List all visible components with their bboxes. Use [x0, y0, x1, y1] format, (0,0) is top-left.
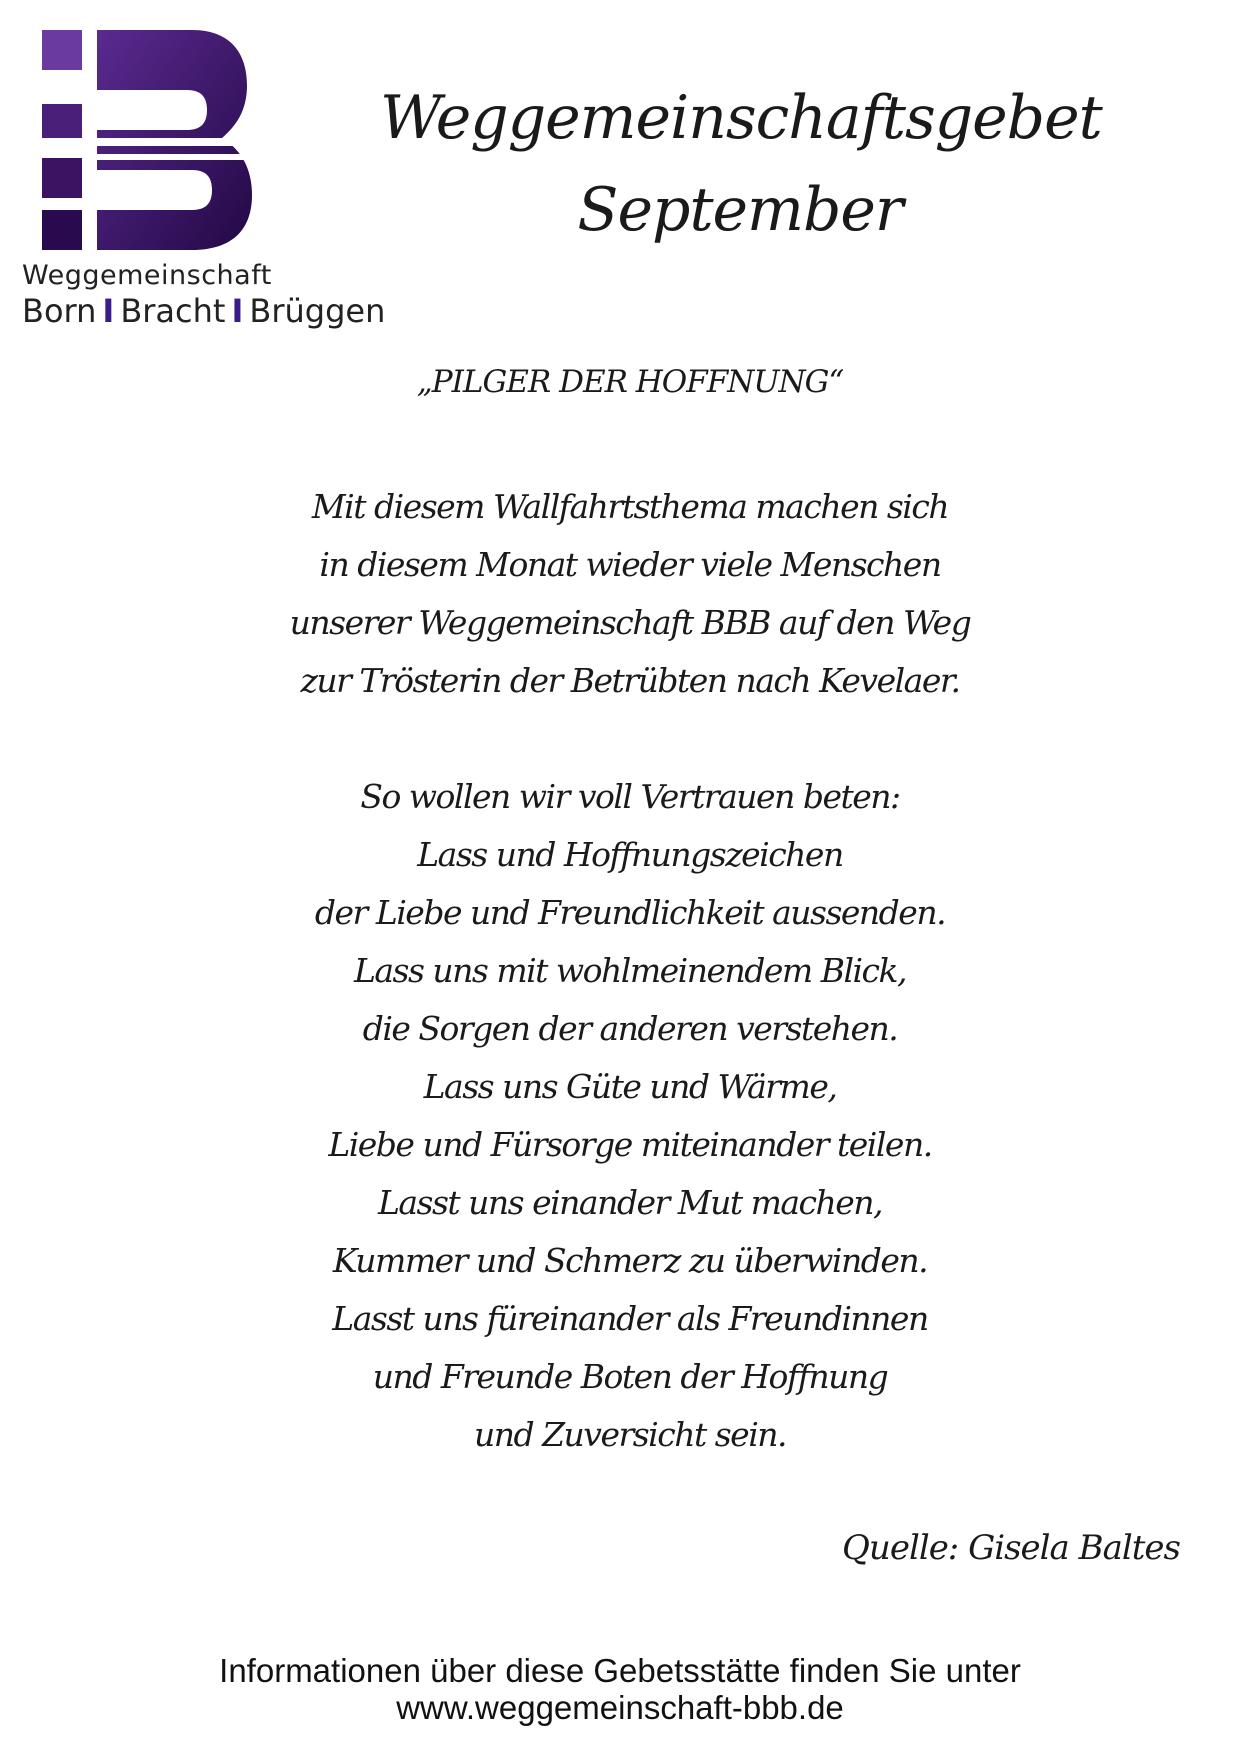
- prayer-line: zur Trösterin der Betrübten nach Kevelaer.: [300, 661, 960, 700]
- prayer-line: Lasst uns einander Mut machen,: [377, 1183, 883, 1222]
- logo-separator: I: [231, 292, 244, 330]
- prayer-stanza-main: [0, 768, 1240, 1464]
- footer-website: www.weggemeinschaft-bbb.de: [396, 1689, 844, 1726]
- prayer-line: Mit diesem Wallfahrtsthema machen sich: [311, 487, 949, 526]
- prayer-line: und Zuversicht sein.: [474, 1415, 786, 1454]
- footer-info-text: Informationen über diese Gebetsstätte finden Sie unter: [219, 1652, 1021, 1689]
- prayer-line: der Liebe und Freundlichkeit aussenden.: [314, 893, 946, 932]
- logo-places: [22, 292, 385, 330]
- prayer-line: Lasst uns füreinander als Freundinnen: [332, 1299, 928, 1338]
- prayer-line: So wollen wir voll Vertrauen beten:: [360, 777, 900, 816]
- logo-title: Weggemeinschaft: [22, 260, 272, 291]
- prayer-source: Quelle: Gisela Baltes: [842, 1528, 1180, 1568]
- prayer-line: Kummer und Schmerz zu überwinden.: [332, 1241, 928, 1280]
- footer: [0, 1652, 1240, 1726]
- logo-place-born: Born: [22, 292, 97, 330]
- prayer-line: Lass und Hoffnungszeichen: [417, 835, 843, 874]
- prayer-line: Lass uns mit wohlmeinendem Blick,: [353, 951, 907, 990]
- prayer-theme: „PILGER DER HOFFNUNG“: [416, 364, 844, 400]
- prayer-line: Liebe und Fürsorge miteinander teilen.: [328, 1125, 932, 1164]
- prayer-line: unserer Weggemeinschaft BBB auf den Weg: [289, 603, 971, 642]
- prayer-line: in diesem Monat wieder viele Menschen: [319, 545, 941, 584]
- prayer-line: und Freunde Boten der Hoffnung: [372, 1357, 888, 1396]
- prayer-line: die Sorgen der anderen verstehen.: [362, 1009, 898, 1048]
- logo-separator: I: [102, 292, 115, 330]
- logo: [22, 24, 402, 334]
- page-title-line2: September: [577, 175, 903, 245]
- prayer-line: Lass uns Güte und Wärme,: [423, 1067, 837, 1106]
- page-title: [380, 72, 1100, 256]
- logo-place-brueggen: Brüggen: [249, 292, 386, 330]
- page-title-line1: Weggemeinschaftsgebet: [380, 83, 1102, 153]
- prayer-stanza-intro: [0, 478, 1240, 710]
- logo-b-icon: [42, 30, 252, 260]
- logo-place-bracht: Bracht: [120, 292, 226, 330]
